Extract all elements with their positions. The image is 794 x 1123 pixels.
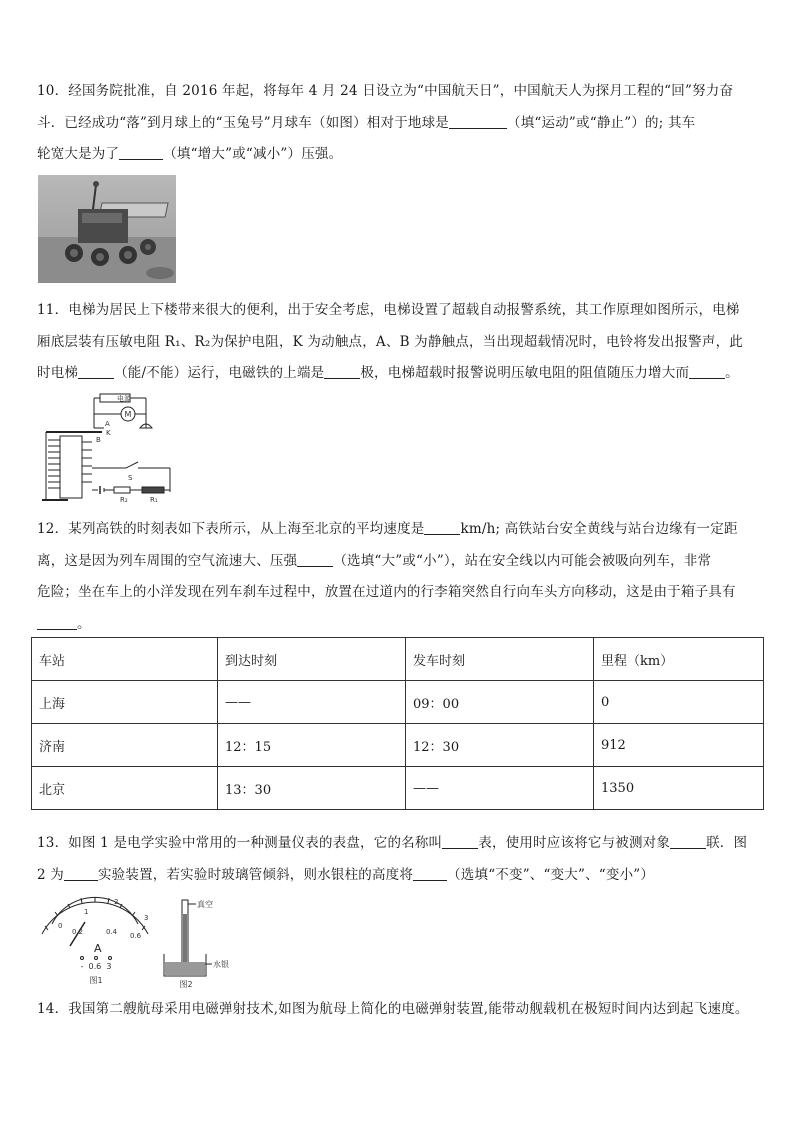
answer-blank[interactable] (64, 866, 98, 881)
table-header-cell: 里程（km） (594, 638, 764, 681)
answer-blank[interactable] (424, 520, 460, 535)
motor-label: M (124, 410, 132, 419)
q12-line3: 危险；坐在车上的小洋发现在列车刹车过程中，放置在过道内的行李箱突然自行向车头方向移动，这是由于箱子具有 (37, 584, 736, 600)
table-header-row (32, 638, 764, 681)
train-timetable (31, 637, 764, 810)
table-cell: 1350 (594, 767, 764, 810)
answer-blank[interactable] (324, 364, 360, 379)
unit-label: A (94, 942, 102, 955)
question-13 (37, 828, 759, 891)
question-12 (37, 514, 759, 640)
q11-line2: 厢底层装有压敏电阻 R₁、R₂为保护电阻，K 为动触点，A、B 为静触点，当出现超载情况时，电铃将发出报警声，此 (37, 333, 743, 350)
torricelli-experiment-figure (160, 896, 240, 990)
table-cell: 912 (594, 724, 764, 767)
figure-1-caption: 图1 (89, 976, 103, 985)
q13-line2: 2 为 实验装置，若实验时玻璃管倾斜，则水银柱的高度将 （选填“不变”、“变大”、“变小”） (37, 866, 655, 883)
q12-line2: 离，这是因为列车周围的空气流速大、压强 （选填“大”或“小”），站在安全线以内可能会被吸向列车，非常 (37, 552, 712, 569)
q11-line1: 11．电梯为居民上下楼带来很大的便利，出于安全考虑，电梯设置了超载自动报警系统，其工作原理如图所示，电梯 (37, 302, 740, 318)
contact-b-label: B (96, 436, 101, 444)
figure-2-caption: 图2 (179, 980, 193, 989)
table-row (32, 767, 764, 810)
q13-line1: 13．如图 1 是电学实验中常用的一种测量仪表的表盘，它的名称叫 表，使用时应该将它与被测对象 联．图 (37, 835, 748, 851)
contact-a-label: A (105, 420, 110, 428)
table-header-cell: 到达时刻 (218, 638, 406, 681)
scale-label: 3 (144, 914, 149, 922)
scale-label: 2 (114, 898, 119, 906)
vacuum-label: 真空 (197, 900, 213, 909)
resistor-r2 (114, 487, 130, 493)
q12-line4: 。 (37, 609, 759, 641)
table-cell: 济南 (32, 724, 218, 767)
r2-label: R₂ (120, 496, 128, 504)
question-11 (37, 295, 759, 390)
lunar-rover-photo (38, 175, 176, 283)
table-cell: 12：15 (218, 724, 406, 767)
answer-blank[interactable] (78, 364, 114, 379)
mercury-label: 水银 (213, 960, 229, 969)
table-header-cell: 车站 (32, 638, 218, 681)
table-header-cell: 发车时刻 (406, 638, 594, 681)
answer-blank[interactable] (119, 145, 163, 160)
scale-label: 0.2 (72, 928, 84, 936)
q10-line2: 斗．已经成功“落”到月球上的“玉兔号”月球车（如图）相对于地球是 （填“运动”或“静止”）的; 其车 (37, 114, 696, 131)
scale-label: 0.6 (130, 932, 142, 940)
table-row (32, 681, 764, 724)
q10-line3: 轮宽大是为了 （填“增大”或“减小”）压强。 (37, 146, 343, 162)
table-cell: 0 (594, 681, 764, 724)
electromagnet (60, 436, 82, 498)
question-14 (37, 994, 759, 1026)
answer-blank[interactable] (670, 834, 706, 849)
scale-label: 0.4 (106, 928, 118, 936)
table-row (32, 724, 764, 767)
table-cell: —— (218, 681, 406, 724)
pressure-resistor-r1 (142, 487, 164, 493)
q11-line3: 时电梯 （能/不能）运行，电磁铁的上端是 极，电梯超载时报警说明压敏电阻的阻值随压力增大而 。 (37, 365, 739, 381)
answer-blank[interactable] (449, 114, 507, 129)
elevator-alarm-circuit-diagram (38, 392, 178, 504)
table-cell: 09：00 (406, 681, 594, 724)
question-10 (37, 76, 759, 171)
mercury-column (183, 914, 187, 970)
switch-s-label: S (128, 474, 133, 482)
contact-k-label: K (106, 429, 111, 437)
terminal-labels: - 0.6 3 (80, 962, 112, 971)
power-label: 电源 (117, 395, 131, 403)
answer-blank[interactable] (689, 364, 725, 379)
table-cell: 13：30 (218, 767, 406, 810)
ammeter-dial-figure (36, 894, 154, 990)
q12-line1: 12．某列高铁的时刻表如下表所示，从上海至北京的平均速度是 km/h; 高铁站台安全黄线与站台边缘有一定距 (37, 521, 738, 537)
scale-label: 1 (84, 908, 89, 916)
r1-label: R₁ (150, 496, 158, 504)
table-cell: 北京 (32, 767, 218, 810)
table-cell: 上海 (32, 681, 218, 724)
answer-blank[interactable] (442, 834, 478, 849)
answer-blank[interactable] (37, 615, 77, 630)
table-cell: 12：30 (406, 724, 594, 767)
q14-line1: 14．我国第二艘航母采用电磁弹射技术,如图为航母上简化的电磁弹射装置,能带动舰载机在极短时间内达到起飞速度。 (37, 1001, 749, 1017)
table-cell: —— (406, 767, 594, 810)
q10-line1: 10．经国务院批准，自 2016 年起，将每年 4 月 24 日设立为“中国航天日”，中国航天人为探月工程的“回”努力奋 (37, 83, 734, 99)
scale-label: 0 (58, 922, 63, 930)
answer-blank[interactable] (297, 552, 333, 567)
answer-blank[interactable] (413, 866, 447, 881)
